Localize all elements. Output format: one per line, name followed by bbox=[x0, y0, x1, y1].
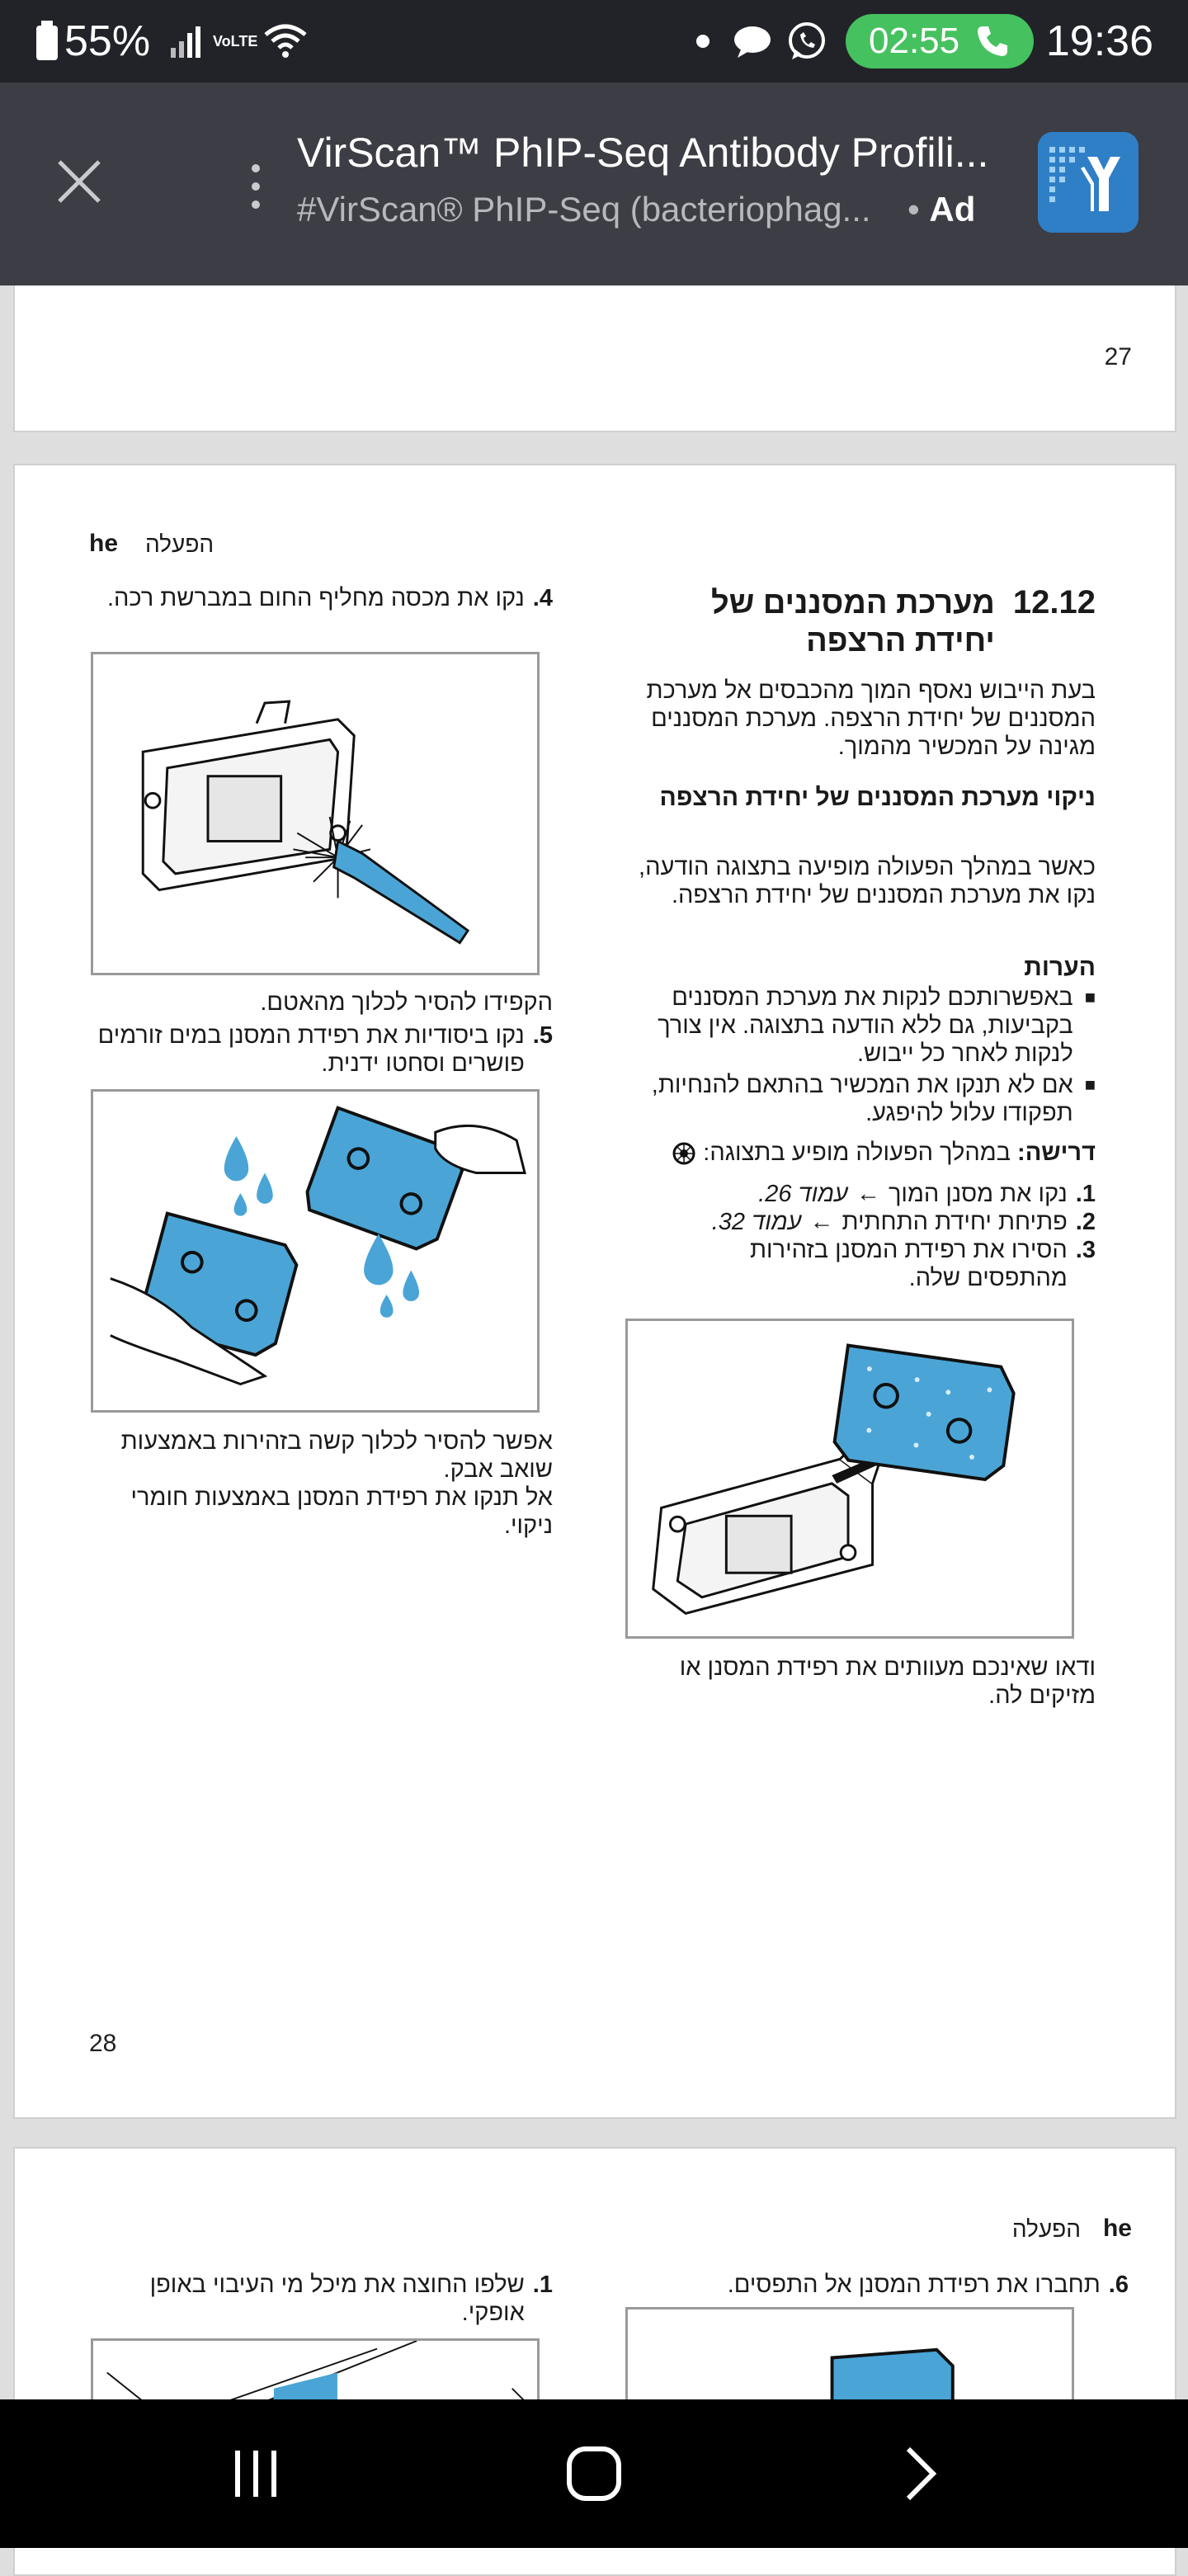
clock: 19:36 bbox=[1045, 17, 1153, 65]
steps-right bbox=[634, 1180, 1096, 1292]
step-number: 5. bbox=[532, 1022, 553, 1049]
document-page-28 bbox=[13, 464, 1176, 2119]
page-number: 27 bbox=[1104, 343, 1132, 370]
cleaning-heading: ניקוי מערכת המסננים של יחידת הרצפה bbox=[659, 784, 1096, 811]
rinse-filter-illustration bbox=[91, 1089, 540, 1413]
step-text: שלפו החוצה את מיכל מי העיבוי באופן אופקי. bbox=[149, 2272, 525, 2326]
phone-icon bbox=[974, 23, 1011, 59]
system-nav-bar bbox=[0, 2399, 1188, 2548]
step-number: 1. bbox=[1075, 1181, 1096, 1207]
requirement-text: במהלך הפעולה מופיע בתצוגה: bbox=[703, 1139, 1011, 1166]
step-2 bbox=[634, 1208, 1096, 1236]
step-text: הסירו את רפידת המסנן בזהירות מהתפסים שלה. bbox=[750, 1237, 1068, 1291]
step-text: פתיחת יחידת התחתית bbox=[842, 1209, 1068, 1235]
ongoing-call-pill[interactable] bbox=[846, 0, 1034, 83]
header-language: he bbox=[89, 530, 119, 557]
ad-separator: • bbox=[908, 190, 920, 229]
caption-left-2: אפשר להסיר לכלוך קשה בזהירות באמצעות שואב אבק. bbox=[120, 1428, 553, 1483]
brush-cleaning-illustration bbox=[91, 652, 540, 975]
status-bar bbox=[0, 0, 1188, 83]
page-reference[interactable]: עמוד 32. bbox=[711, 1209, 802, 1235]
list-item bbox=[634, 1071, 1096, 1127]
caption-left-1: הקפידו להסיר לכלוך מהאטם. bbox=[260, 989, 553, 1016]
section-title: מערכת המסננים של יחידת הרצפה bbox=[711, 586, 995, 658]
arrow-icon: ← bbox=[856, 1181, 880, 1207]
note-text: אם לא תנקו את המכשיר בהתאם להנחיות, תפקודו עלול להיפגע. bbox=[651, 1072, 1073, 1126]
close-icon[interactable] bbox=[54, 157, 104, 206]
step-text: נקו את מכסה מחליף החום במברשת רכה. bbox=[106, 585, 525, 611]
section-intro: בעת הייבוש נאסף המוך מהכבסים אל מערכת המסננים של יחידת הרצפה. מערכת המסננים מגינה על המכשיר מהמוך. bbox=[646, 677, 1096, 760]
battery-icon bbox=[35, 0, 59, 83]
step-number: 3. bbox=[1075, 1237, 1096, 1263]
whatsapp-icon bbox=[785, 0, 828, 83]
header-language: he bbox=[1102, 2215, 1132, 2242]
home-icon[interactable] bbox=[553, 2432, 635, 2515]
call-timer: 02:55 bbox=[869, 21, 960, 61]
requirement-line bbox=[625, 1139, 1096, 1167]
step-number: 1. bbox=[532, 2272, 553, 2298]
step-1 bbox=[634, 1180, 1096, 1208]
condenser-tank-illustration bbox=[91, 2338, 540, 2404]
signal-icon bbox=[169, 0, 205, 83]
filter-symbol-icon bbox=[672, 1139, 696, 1166]
ad-title[interactable]: VirScan™ PhIP-Seq Antibody Profili... bbox=[297, 130, 989, 176]
step-number: 6. bbox=[1108, 2272, 1129, 2298]
list-item bbox=[634, 984, 1096, 1068]
recents-icon[interactable] bbox=[214, 2432, 297, 2515]
step-6 bbox=[625, 2271, 1129, 2299]
header-section: הפעלה bbox=[145, 531, 214, 557]
step-3 bbox=[634, 1236, 1096, 1292]
kebab-menu-icon[interactable] bbox=[246, 162, 266, 211]
step-5 bbox=[91, 1021, 553, 1078]
header-section: הפעלה bbox=[1011, 2216, 1081, 2242]
arrow-icon: ← bbox=[809, 1209, 834, 1235]
virscan-app-icon[interactable] bbox=[1038, 132, 1138, 233]
section-number: 12.12 bbox=[1012, 584, 1096, 620]
ad-badge: Ad bbox=[929, 190, 976, 229]
caption-left-3: אל תנקו את רפידת המסנן באמצעות חומרי ניקוי. bbox=[130, 1484, 553, 1539]
requirement-label: דרישה: bbox=[1017, 1139, 1096, 1166]
ad-banner[interactable] bbox=[0, 83, 1188, 285]
section-heading bbox=[634, 584, 1096, 660]
document-page-27 bbox=[13, 285, 1176, 432]
wifi-icon bbox=[262, 0, 309, 83]
ad-subtitle[interactable]: #VirScan® PhIP-Seq (bacteriophag... bbox=[297, 190, 871, 229]
caption-right: ודאו שאינכם מעוותים את רפידת המסנן או מזיקים לה. bbox=[679, 1654, 1096, 1709]
step-1-p29 bbox=[91, 2271, 553, 2327]
messenger-icon bbox=[733, 0, 772, 83]
notification-dot-icon bbox=[695, 0, 711, 83]
cleaning-text: כאשר במהלך הפעולה מופיעה בתצוגה הודעה, נקו את מערכת המסננים של יחידת הרצפה. bbox=[639, 854, 1096, 908]
page-reference[interactable]: עמוד 26. bbox=[758, 1181, 848, 1207]
battery-percent: 55% bbox=[64, 17, 151, 65]
notes-heading: הערות bbox=[1024, 954, 1096, 981]
volte-text: VoLTE bbox=[213, 33, 258, 50]
ad-badge-group bbox=[908, 190, 975, 229]
note-text: באפשרותכם לנקות את מערכת המסננים בקביעות, גם ללא הודעה בתצוגה. אין צורך לנקות לאחר כל ייבוש. bbox=[658, 984, 1073, 1067]
attach-filter-illustration bbox=[625, 2307, 1074, 2406]
step-text: נקו ביסודיות את רפידת המסנן במים זורמים פושרים וסחטו ידנית. bbox=[97, 1022, 525, 1077]
volte-label bbox=[213, 0, 257, 83]
step-4 bbox=[91, 584, 553, 612]
bullet: ■ bbox=[1084, 1074, 1096, 1095]
step-text: נקו את מסנן המוך bbox=[888, 1181, 1068, 1207]
step-text: תחברו את רפידת המסנן אל התפסים. bbox=[727, 2272, 1101, 2298]
step-number: 2. bbox=[1075, 1209, 1096, 1235]
back-icon[interactable] bbox=[879, 2432, 961, 2515]
filter-removal-illustration bbox=[625, 1319, 1074, 1639]
page-number: 28 bbox=[89, 2030, 117, 2057]
step-number: 4. bbox=[532, 585, 553, 611]
bullet: ■ bbox=[1084, 987, 1096, 1007]
notes-list bbox=[634, 984, 1096, 1127]
